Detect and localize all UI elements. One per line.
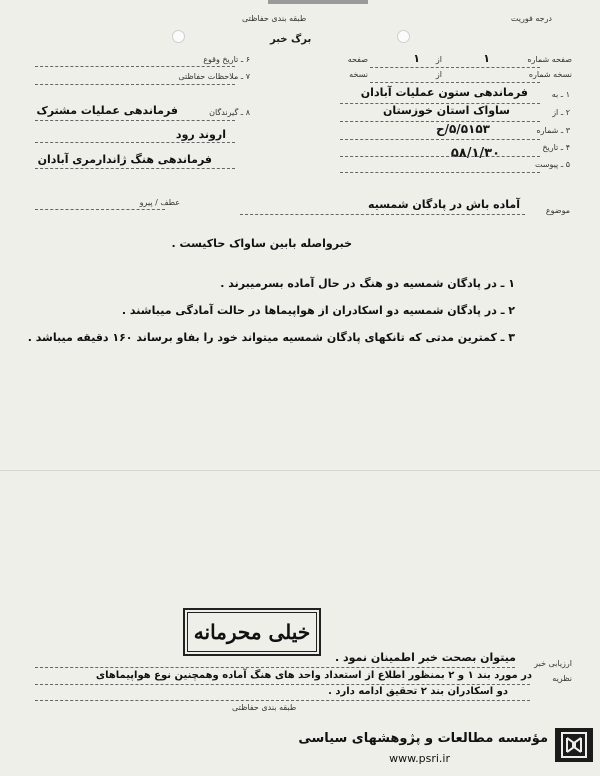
field-2-from-label: ۲ ـ از: [552, 108, 570, 117]
copy-number-line: [370, 82, 540, 83]
to-value: فرماندهی ستون عملیات آبادان: [360, 86, 528, 99]
field-6-occurrence-date-label: ۶ ـ تاریخ وقوع: [203, 55, 250, 64]
comment-line-1: در مورد بند ۱ و ۲ بمنظور اطلاع از استعداد واحد های هنگ آماده وهمچنین نوع هواپیماهای: [95, 670, 532, 681]
evaluation-label: ارزیابی خبر: [534, 659, 572, 668]
field-8-recipients-label: ۸ ـ گیرندگان: [209, 108, 250, 117]
page-number-line: [370, 67, 540, 68]
number-line: [340, 139, 540, 140]
body-item-3: ۳ ـ کمترین مدتی که تانکهای پادگان شمسیه میتواند خود را بفاو برساند ۱۶۰ دقیقه میباشد .: [27, 331, 515, 344]
body-item-2: ۲ ـ در پادگان شمسیه دو اسکادران از هواپیماها در حالت آمادگی میباشند .: [121, 304, 515, 317]
security-notes-line: [35, 84, 235, 85]
subject-value: آماده باش در پادگان شمسیه: [368, 198, 520, 211]
date-line: [340, 156, 540, 157]
from-value: ساواک استان خوزستان: [382, 104, 510, 117]
recipients-line-1: [35, 120, 235, 121]
copy-of-label: از: [435, 70, 442, 79]
body-item-1: ۱ ـ در پادگان شمسیه دو هنگ در حال آماده بسرمیبرند .: [220, 277, 515, 290]
page-number-label: صفحه شماره: [527, 55, 572, 64]
punch-hole-right: [397, 30, 410, 43]
urgency-label: درجه فوریت: [510, 14, 552, 23]
reference-line: [35, 209, 165, 210]
stamp-text: خیلی محرمانه: [193, 620, 311, 644]
punch-hole-left: [172, 30, 185, 43]
field-5-attachment-label: ۵ ـ پیوست: [534, 160, 570, 169]
classification-bottom: طبقه بندی حفاظتی: [232, 703, 297, 712]
page-number-value: ۱: [483, 52, 490, 65]
body-intro: خبرواصله بابین ساواک حاکیست .: [171, 237, 352, 250]
evaluation-line: [35, 667, 515, 668]
recipient-2: اروند رود: [175, 128, 226, 141]
number-value: ۵/۵۱۵۳/ح: [435, 122, 490, 136]
recipients-line-3: [35, 168, 235, 169]
comment-rule-2: [35, 700, 530, 701]
page-total-value: ۱: [413, 52, 420, 65]
top-edge-mark: [268, 0, 368, 4]
comment-line-2: دو اسکادران بند ۲ تحقیق ادامه دارد .: [328, 686, 508, 697]
subject-line: [240, 214, 525, 215]
recipient-3: فرماندهی هنگ ژاندارمری آبادان: [37, 153, 212, 166]
field-4-date-label: ۴ ـ تاریخ: [542, 143, 570, 152]
evaluation-value: میتوان بصحت خبر اطمینان نمود .: [334, 651, 516, 664]
field-1-to-label: ۱ ـ به: [551, 90, 570, 99]
paper-fold: [0, 470, 600, 471]
date-value: ۵۸/۱/۳۰: [450, 146, 500, 161]
comment-rule-1: [35, 684, 530, 685]
occurrence-date-line: [35, 66, 235, 67]
top-secret-stamp: [183, 608, 321, 656]
comment-label: نظریه: [552, 674, 572, 683]
page-unit-label: صفحه: [347, 55, 368, 64]
reference-label: عطف / پیرو: [139, 198, 180, 207]
institute-logo: [555, 728, 593, 762]
page-of-label: از: [435, 55, 442, 64]
institute-name: مؤسسه مطالعات و پژوهشهای سیاسی: [298, 731, 548, 746]
field-7-security-notes-label: ۷ ـ ملاحظات حفاظتی: [178, 72, 250, 81]
copy-unit-label: نسخه: [349, 70, 368, 79]
subject-label: موضوع: [545, 206, 570, 215]
institute-url: www.psri.ir: [389, 752, 450, 765]
recipients-line-2: [35, 142, 235, 143]
form-title: برگ خبر: [270, 34, 312, 45]
field-3-number-label: ۳ ـ شماره: [536, 126, 570, 135]
copy-number-label: نسخه شماره: [528, 70, 572, 79]
classification-top: طبقه بندی حفاظتی: [242, 14, 307, 23]
attachment-line: [340, 172, 540, 173]
recipient-1: فرماندهی عملیات مشترک: [36, 104, 178, 117]
institute-logo-icon: [560, 731, 588, 759]
